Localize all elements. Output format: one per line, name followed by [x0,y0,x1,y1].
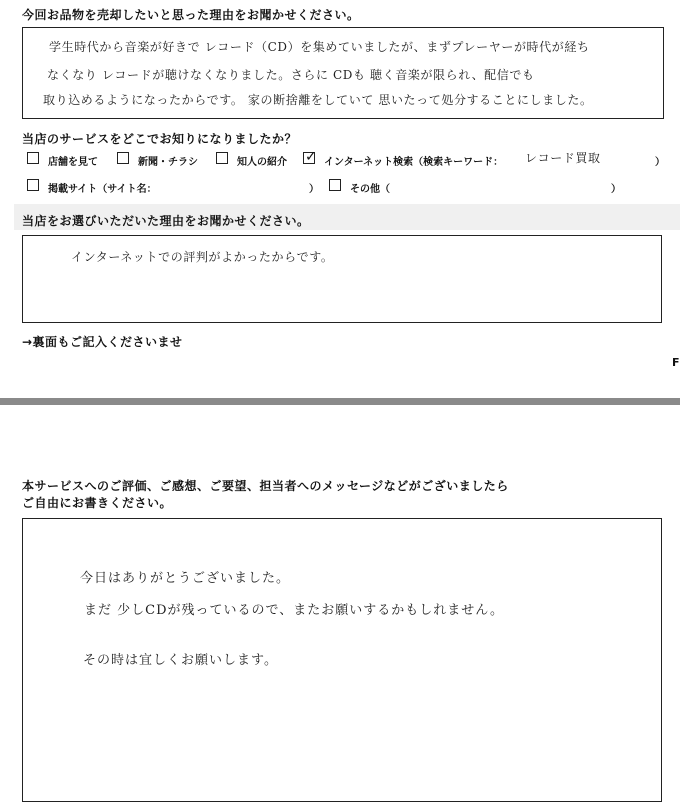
other-checkbox[interactable] [329,179,341,191]
reason-line-2: なくなり レコードが聴けなくなりました。さらに CDも 聴く音楽が限られ、配信でも [47,68,535,82]
feedback-line-2: まだ 少しCDが残っているので、またお願いするかもしれません。 [84,603,505,618]
newspaper-checkbox[interactable] [117,152,129,164]
check-icon: ✓ [305,149,317,165]
choice-answer-box[interactable] [22,235,662,323]
internet-label: インターネット検索（検索キーワード： [324,157,504,168]
other-label: その他（ [350,184,390,195]
newspaper-label: 新聞・チラシ [138,157,198,168]
reason-answer-box[interactable] [22,27,664,119]
referral-label: 知人の紹介 [237,157,287,168]
store-label: 店舗を見て [48,157,98,168]
listing-site-label: 掲載サイト（サイト名： [48,184,157,195]
listing-site-close: ） [309,184,319,195]
search-keyword[interactable]: レコード買取 [525,151,601,165]
page-divider [0,398,680,405]
internet-close-paren: ） [655,157,665,168]
feedback-line-1: 今日はありがとうございました。 [80,571,291,586]
feedback-answer-box[interactable] [22,518,662,802]
internet-checkbox[interactable] [303,149,317,165]
feedback-heading-line-1: 本サービスへのご評価、ご感想、ご要望、担当者へのメッセージなどがございましたら [22,479,509,493]
source-heading: 当店のサービスをどこでお知りになりましたか？ [22,132,298,146]
edge-mark: F [672,356,680,369]
listing-site-checkbox[interactable] [27,179,39,191]
choice-heading: 当店をお選びいただいた理由をお聞かせください。 [22,214,310,228]
reason-heading: 今回お品物を売却したいと思った理由をお聞かせください。 [22,8,360,22]
reason-line-1: 学生時代から音楽が好きで レコード（CD）を集めていましたが、まずプレーヤーが時代が経ち [49,40,590,54]
feedback-line-3: その時は宜しくお願いします。 [83,653,278,668]
feedback-heading-line-2: ご自由にお書きください。 [22,496,173,510]
other-close: ） [611,184,621,195]
referral-checkbox[interactable] [216,152,228,164]
choice-answer: インターネットでの評判がよかったからです。 [71,250,334,264]
reason-line-3: 取り込めるようになったからです。 家の断捨離をしていて 思いたって処分することにしました。 [43,93,593,107]
store-checkbox[interactable] [27,152,39,164]
back-side-note: →裏面もご記入くださいませ [22,335,183,349]
